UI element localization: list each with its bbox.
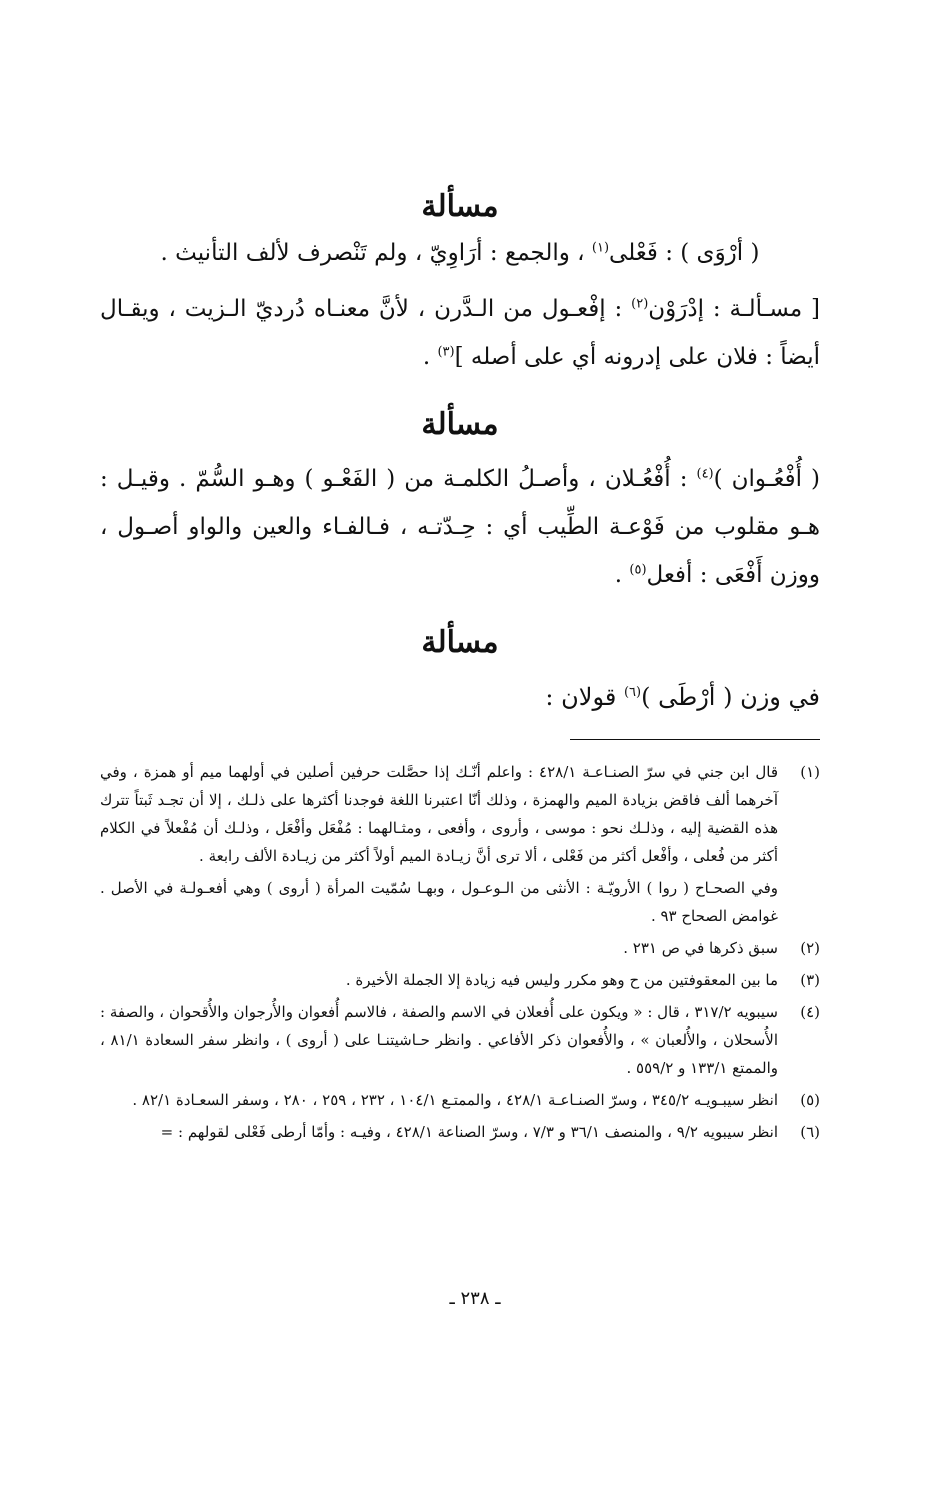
entry-arwa — [100, 229, 820, 277]
entry-arwa-text-2: ، والجمع : أرَاوِيّ ، ولم تَنْصرف لألف التأنيث . — [160, 240, 585, 266]
footnote-ref-2: (٢) — [631, 296, 649, 312]
entry-ufuwan-text-c: . — [614, 562, 623, 588]
entry-arta — [300, 673, 820, 721]
footnote-3 — [100, 966, 820, 994]
footnote-4 — [100, 998, 820, 1082]
section-heading-2: مسألة — [421, 407, 499, 442]
footnote-ref-4: (٤) — [696, 466, 714, 482]
footnote-ref-3: (٣) — [437, 344, 455, 360]
entry-idrawn — [100, 285, 820, 381]
entry-idrawn-text-b: : إفْعـول من الـدَّرن ، لأنَّ معنـاه دُرديّ الـزيت ، ويقـال أيضاً : فلان على إدرونه أي على أصله ] — [100, 296, 820, 370]
footnote-1-continuation: وفي الصحـاح ( روا ) الأرويّـة : الأنثى من الـوعـول ، وبهـا سُمّيت المرأة ( أروى ) وهي أفعـولـة في الأصل . غوامض الصحاح ٩٣ . — [100, 879, 778, 925]
footnote-number: (٥) — [800, 1091, 820, 1109]
footnote-6 — [100, 1118, 820, 1146]
entry-arwa-text: ( أرْوَى ) : فَعْلى — [609, 240, 760, 266]
section-heading-1: مسألة — [421, 189, 499, 224]
footnote-text: ما بين المعقوفتين من ح وهو مكرر وليس فيه زيادة إلا الجملة الأخيرة . — [345, 971, 778, 989]
footnote-text: سيبويه ٣١٧/٢ ، قال : « ويكون على أُفعلان في الاسم والصفة ، فالاسم أُفعوان والأُرجوان والأُقحوان ، والصفة : الأُسحلان ، والأُلعبان » ، والأُفعوان ذكر الأفاعي . وانظر حـاشيتنـا على ( أروى ) ، وانظر سفر السعادة ٨١/١ ، والممتع ١٣٣/١ و ٥٥٩/٢ . — [100, 1003, 778, 1077]
footnote-ref-1: (١) — [591, 240, 610, 256]
entry-idrawn-text-c: . — [422, 344, 431, 370]
footnote-separator — [570, 739, 820, 740]
footnote-number: (٤) — [800, 1003, 820, 1021]
footnote-ref-6: (٦) — [623, 685, 642, 700]
footnotes — [100, 758, 820, 1146]
page-number: ـ ٢٣٨ ـ — [449, 1288, 501, 1309]
footnote-number: (٢) — [800, 939, 820, 957]
footnote-text: قال ابن جني في سرّ الصنـاعـة ٤٢٨/١ : واعلم أنّـك إذا حصَّلت حرفين أصلين في أولهما ميم أو همزة ، وفي آخرهما ألف فاقض بزيادة الميم والهمزة ، وذلك أنّا اعتبرنا اللغة فوجدنا أكثرها على ذلـك ، إلا أن تجـد ثَبتاً تترك هذه القضية إليه ، وذلـك نحو : موسى ، وأروى ، وأفعى ، ومثـالهما : مُفْعَل وأفْعَل ، وذلـك أن مُفْعلاً في الكلام أكثر من فُعلى ، وأفْعل أكثر من فَعْلى ، ألا ترى أنَّ زيـادة الميم أولاً أكثر من زيـادة الألف رابعة . — [100, 763, 778, 865]
footnote-1 — [100, 758, 820, 870]
entry-idrawn-text-a: [ مسـألـة : إدْرَوْن — [648, 296, 820, 322]
entry-ufuwan-text-b: : أُفْعُـلان ، وأصـلُ الكلمـة من ( الفَعْـو ) وهـو السُّمّ . وقيـل : هـو مقلوب من فَوْعـة الطِّيب أي : حِـدّتـه ، فـالفـاء والعين والواو أصـول ، ووزن أَفْعَى : أفعل — [100, 466, 820, 588]
footnote-number: (٣) — [800, 971, 820, 989]
entry-ufuwan — [100, 455, 820, 599]
footnote-text: سبق ذكرها في ص ٢٣١ . — [623, 939, 778, 957]
footnote-ref-5: (٥) — [629, 562, 647, 578]
entry-arta-text-b: قولان : — [545, 683, 617, 711]
page-body — [100, 185, 820, 1150]
entry-ufuwan-text-a: ( أُفْعُـوان ) — [713, 466, 821, 492]
footnote-text: انظر سيبـويـه ٣٤٥/٢ ، وسرّ الصنـاعـة ٤٢٨/١ ، والممتـع ١٠٤/١ ، ٢٣٢ ، ٢٥٩ ، ٢٨٠ ، وسفر السعـادة ٨٢/١ . — [132, 1091, 778, 1109]
footnote-2 — [100, 934, 820, 962]
entry-arta-text-a: في وزن ( أرْطَى ) — [641, 683, 820, 711]
footnote-number: (٦) — [800, 1123, 820, 1141]
footnote-5 — [100, 1086, 820, 1114]
footnote-number: (١) — [800, 763, 820, 781]
footnote-text: انظر سيبويه ٩/٢ ، والمنصف ٣٦/١ و ٧/٣ ، وسرّ الصناعة ٤٢٨/١ ، وفيـه : وأمّا أرطى فَعْلى لقولهم : = — [160, 1123, 778, 1141]
section-heading-3: مسألة — [421, 625, 499, 660]
